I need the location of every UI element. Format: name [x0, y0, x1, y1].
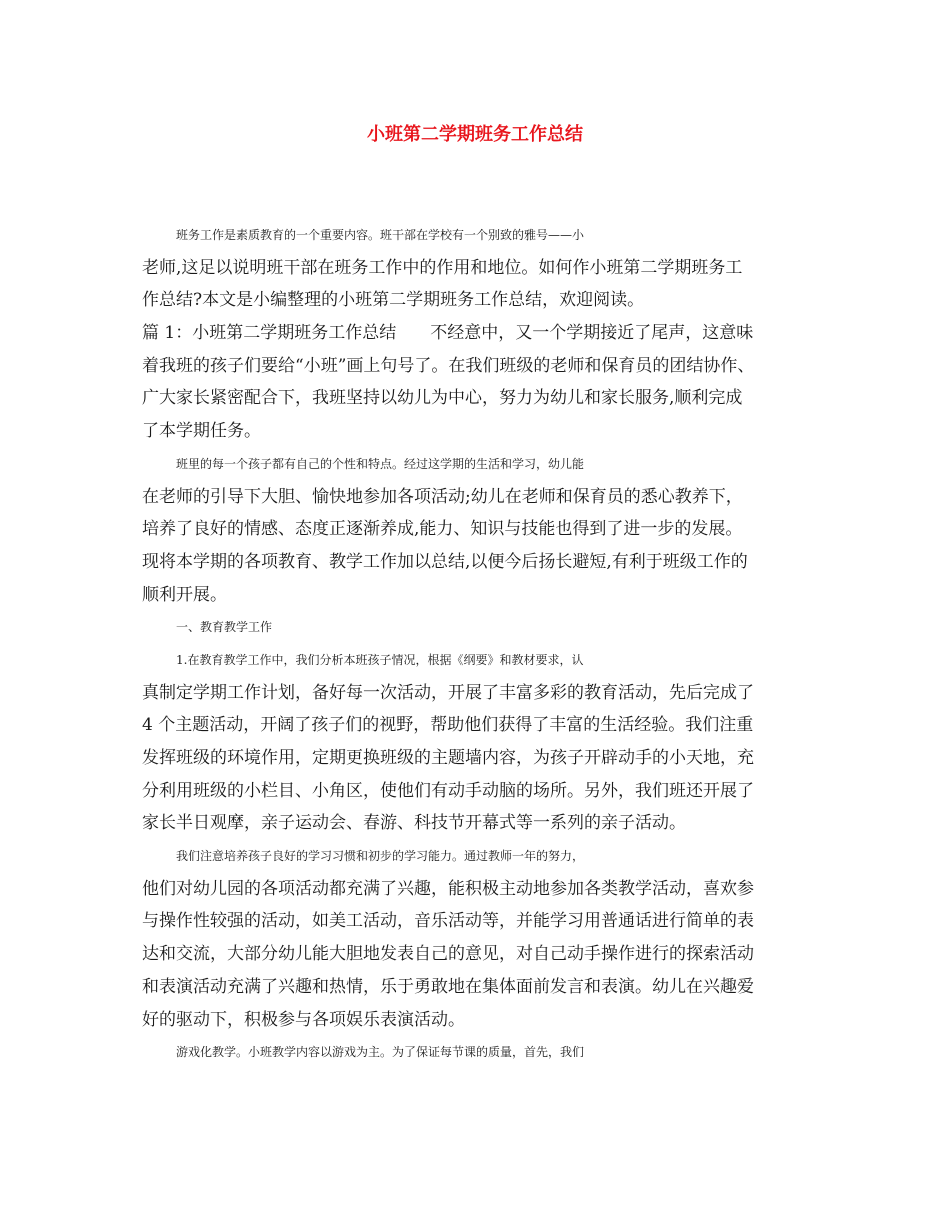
- text-line: 分利用班级的小栏目、小角区，使他们有动手动脑的场所。另外，我们班还开展了: [142, 780, 754, 801]
- text-line: 1.在教育教学工作中，我们分析本班孩子情况，根据《纲要》和教材要求，认: [176, 652, 584, 667]
- text-line: 与操作性较强的活动，如美工活动，音乐活动等，并能学习用普通话进行简单的表: [142, 911, 754, 932]
- text-line: 在老师的引导下大胆、愉快地参加各项活动;幼儿在老师和保育员的悉心教养下，: [142, 486, 743, 507]
- text-line: 我们注意培养孩子良好的学习习惯和初步的学习能力。通过教师一年的努力，: [176, 849, 585, 864]
- text-line: 班里的每一个孩子都有自己的个性和特点。经过这学期的生活和学习，幼儿能: [176, 456, 585, 471]
- text-line: 现将本学期的各项教育、教学工作加以总结,以便今后扬长避短,有利于班级工作的: [142, 551, 748, 572]
- text-line: 顺利开展。: [142, 584, 227, 605]
- text-line: 广大家长紧密配合下，我班坚持以幼儿为中心，努力为幼儿和家长服务,顺利完成: [142, 388, 743, 409]
- text-line: 作总结?本文是小编整理的小班第二学期班务工作总结，欢迎阅读。: [142, 290, 645, 311]
- text-line: 篇 1：小班第二学期班务工作总结 不经意中，又一个学期接近了尾声，这意味: [142, 323, 754, 344]
- document-title: 小班第二学期班务工作总结: [367, 124, 583, 145]
- text-line: 游戏化教学。小班教学内容以游戏为主。为了保证每节课的质量，首先，我们: [176, 1045, 585, 1060]
- text-line: 4 个主题活动，开阔了孩子们的视野，帮助他们获得了丰富的生活经验。我们注重: [142, 715, 754, 736]
- text-line: 老师,这足以说明班干部在班务工作中的作用和地位。如何作小班第二学期班务工: [142, 257, 743, 278]
- text-line: 一、教育教学工作: [176, 620, 273, 635]
- text-line: 发挥班级的环境作用，定期更换班级的主题墙内容，为孩子开辟动手的小天地，充: [142, 748, 754, 768]
- text-line: 班务工作是素质教育的一个重要内容。班干部在学校有一个别致的雅号——小: [176, 228, 585, 242]
- text-line: 着我班的孩子们要给“小班”画上句号了。在我们班级的老师和保育员的团结协作、: [142, 355, 755, 376]
- text-line: 了本学期任务。: [142, 421, 261, 442]
- document-body: [142, 219, 822, 1069]
- text-line: 他们对幼儿园的各项活动都充满了兴趣，能积极主动地参加各类教学活动，喜欢参: [142, 878, 754, 899]
- text-line: 培养了良好的情感、态度正逐渐养成,能力、知识与技能也得到了进一步的发展。: [142, 519, 743, 540]
- text-line: 达和交流，大部分幼儿能大胆地发表自己的意见，对自己动手操作进行的探索活动: [142, 944, 754, 965]
- text-line: 和表演活动充满了兴趣和热情，乐于勇敢地在集体面前发言和表演。幼儿在兴趣爱: [142, 976, 754, 997]
- text-line: 好的驱动下，积极参与各项娱乐表演活动。: [142, 1009, 465, 1030]
- text-line: 真制定学期工作计划，备好每一次活动，开展了丰富多彩的教育活动，先后完成了: [142, 682, 754, 703]
- text-line: 家长半日观摩，亲子运动会、春游、科技节开幕式等一系列的亲子活动。: [142, 813, 686, 834]
